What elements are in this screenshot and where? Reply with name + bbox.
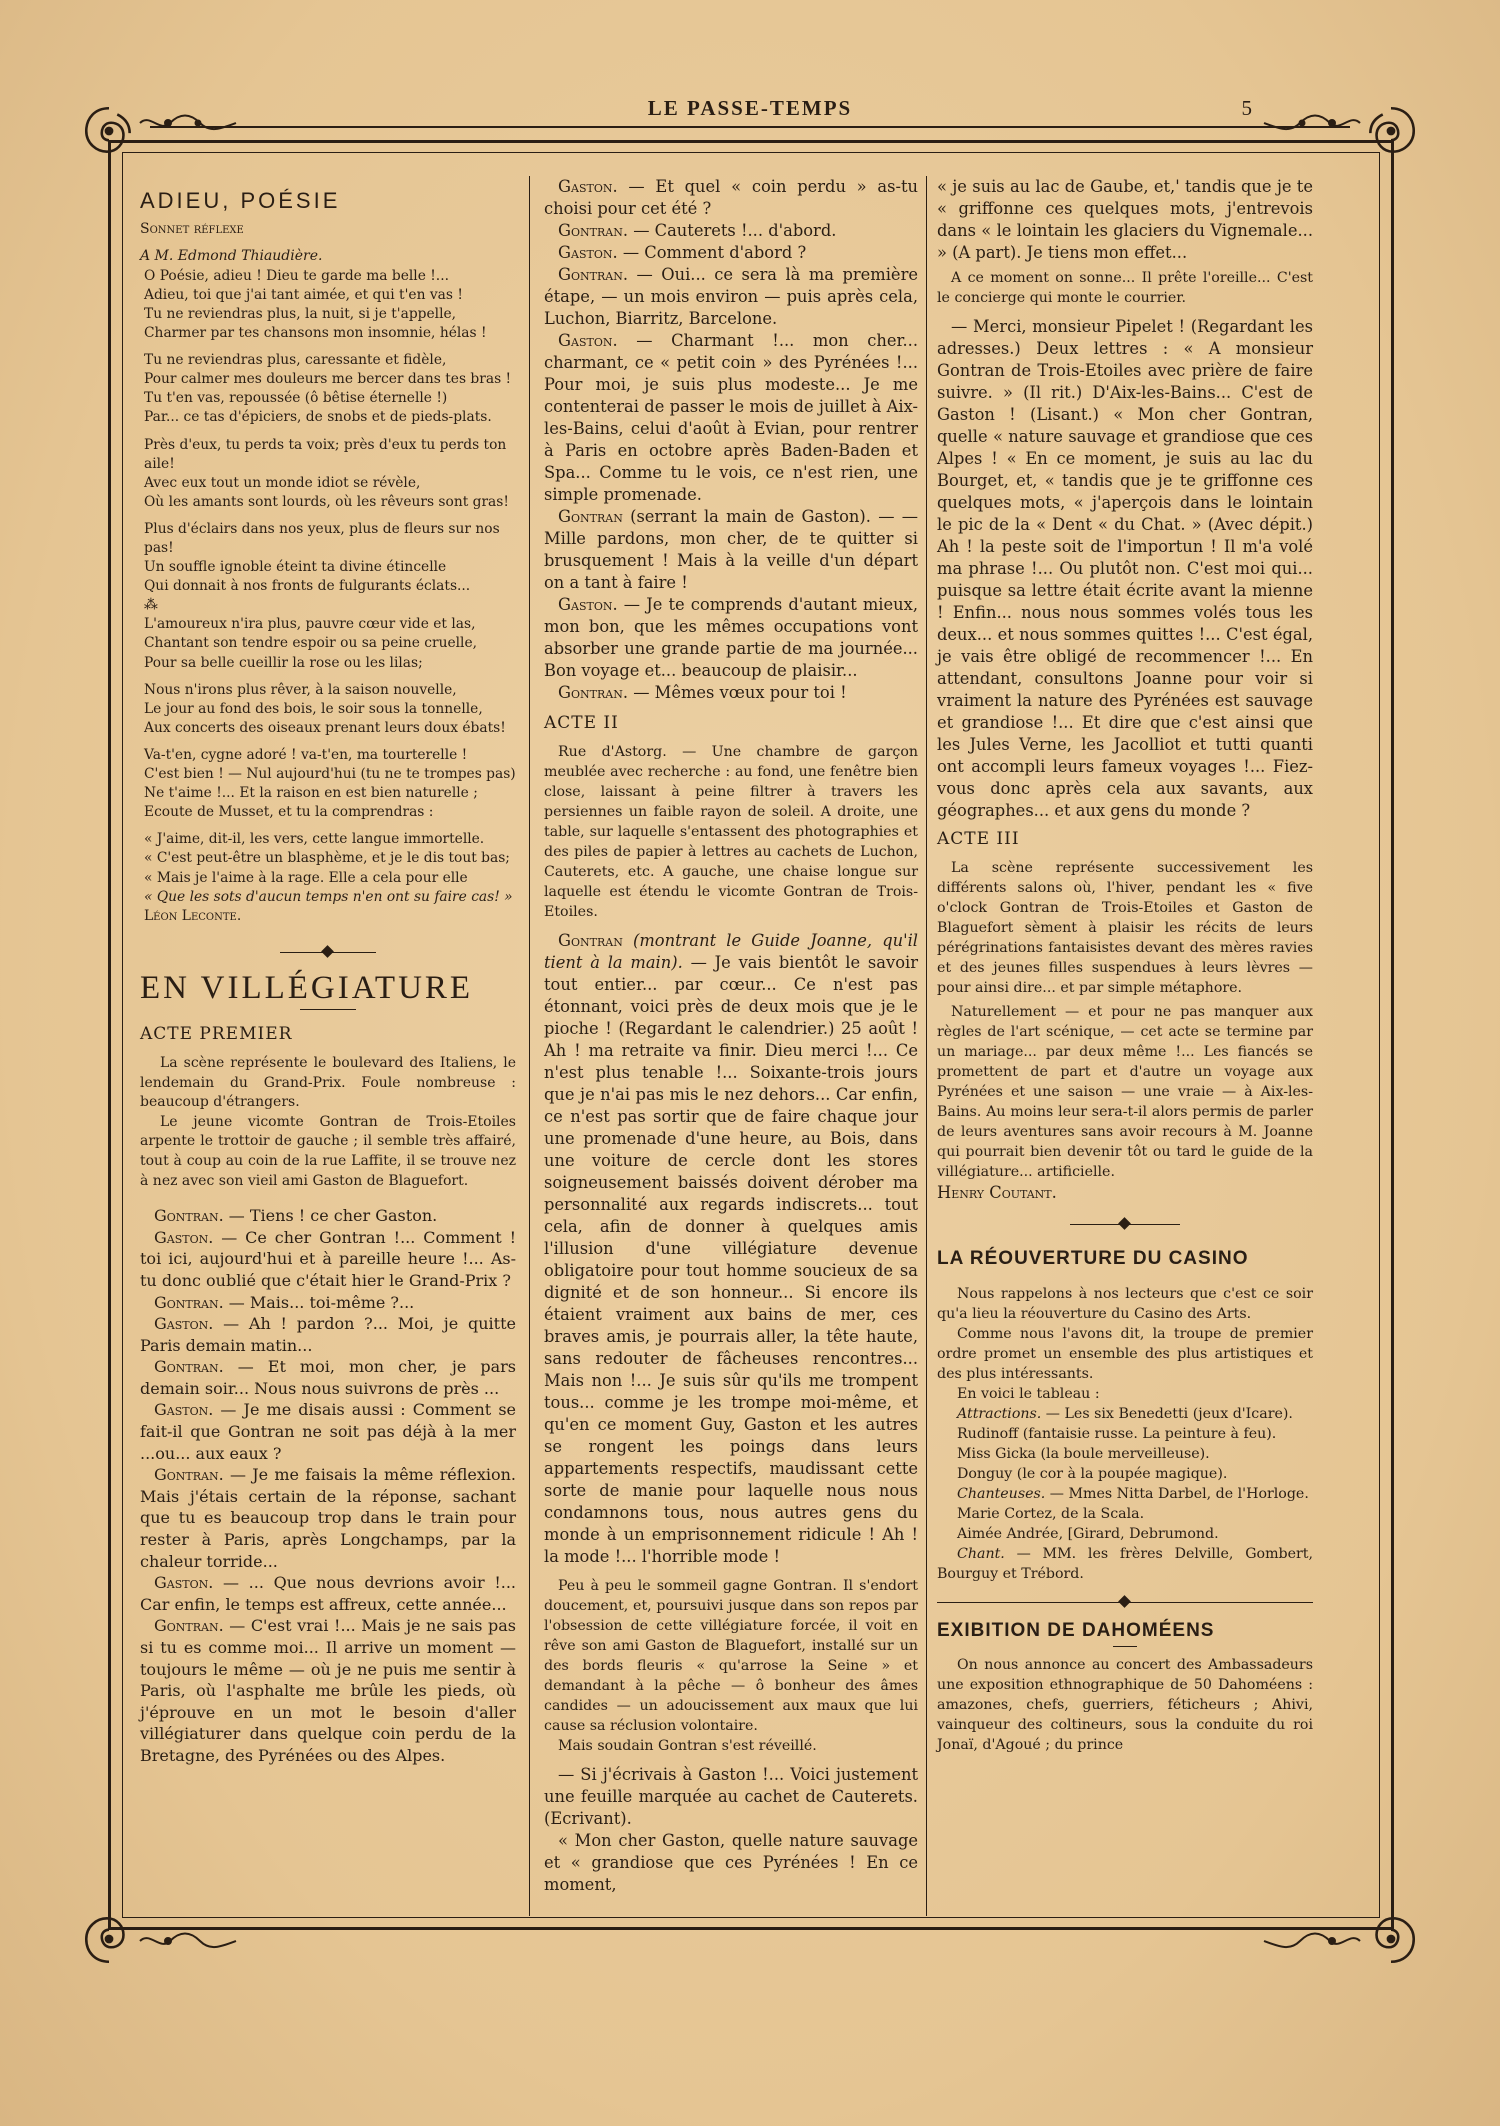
poem-line: Plus d'éclairs dans nos yeux, plus de fleurs sur nos pas! — [144, 520, 500, 556]
poem-line: L'amoureux n'ira plus, pauvre cœur vide et las, — [144, 616, 476, 633]
paragraph: On nous annonce au concert des Ambassadeurs une exposition ethnographique de 50 Dahoméens : amazones, chefs, guerriers, féticheurs ; Ahivi, vainqueur des coltineurs, sous la conduite du roi Jonaï, d'Agoué ; du prince — [937, 1657, 1313, 1753]
poem-line: Le jour au fond des bois, le soir sous la tonnelle, — [144, 700, 483, 717]
speaker-name: Gaston. — [154, 1227, 214, 1247]
dialogue-line — [544, 242, 918, 264]
program-text: — Les six Benedetti (jeux d'Icare). — [1041, 1406, 1293, 1422]
stage-direction: Peu à peu le sommeil gagne Gontran. Il s'endort doucement, et, poursuivi jusque dans son repos par l'obsession de cette villégiature forcée, il voit en rêve son ami Gaston de Blaguefort, installé sur un des bords fleuris « qu'arrose la Seine » et demandant à la pêche — ô bonheur des âmes candides — un adoucissement aux maux que lui cause sa réclusion volontaire. — [544, 1578, 918, 1734]
speech-text: — Merci, monsieur Pipelet ! (Regardant les adresses.) Deux lettres : « A monsieur Gontran de Trois-Etoiles avec prière de faire suivre. » (Il rit.) D'Aix-les-Bains... C'est de Gaston ! (Lisant.) « Mon cher Gontran, quelle « nature sauvage et grandiose que ces Alpes ! « En ce moment, je suis au lac du Bourget, et, « tandis que je te griffonne ces quelques mots, « j'aperçois dans le lointain le pic de la « Dent « du Chat. » (Avec dépit.) Ah ! la peste soit de l'importun ! Il m'a volé ma phrase !... Ou plutôt non. C'est moi qui... puisque sa lettre était écrite avant la mienne ! Enfin... nous nous sommes volés tous les deux... et nous sommes quittes !... C'est égal, je vais être obligé de recommencer !... En attendant, consultons Joanne pour voir si vraiment la nature des Pyrénées est sauvage et grandiose !... Et dire que c'est ainsi que les Jules Verne, les Jacolliot et tutti quanti ont accompli leurs fameux voyages !... Fiez-vous donc après cela aux savants, aux géographes... et aux gens du monde ? — [937, 317, 1313, 820]
poem-line: Tu ne reviendras plus, caressante et fidèle, — [144, 352, 447, 369]
speaker-name: Gontran. — [558, 683, 629, 702]
speech-text: — Mais... toi-même ?... — [223, 1292, 415, 1312]
poem-body — [140, 267, 516, 926]
paragraph: En voici le tableau : — [957, 1386, 1100, 1402]
stage-direction: La scène représente le boulevard des Italiens, le lendemain du Grand-Prix. Foule nombreuse : beaucoup d'étrangers. — [140, 1054, 516, 1111]
speech-text: — Charmant !... mon cher... charmant, ce « petit coin » des Pyrénées !... Pour moi, je suis plus modeste... Je me contenterai de passer le mois de juillet à Aix-les-Bains, celui d'août à Evian, pour rentrer à Paris en octobre après Baden-Baden et Spa... Comme tu le vois, ce n'est rien, une simple promenade. — [544, 331, 918, 504]
title-rule — [300, 1009, 356, 1010]
journal-title: LE PASSE-TEMPS — [647, 96, 853, 120]
poem-stanza — [144, 520, 516, 596]
speaker-name: Gaston. — [154, 1400, 214, 1420]
poem-line: Pour sa belle cueillir la rose ou les lilas; — [144, 654, 423, 671]
speech-text: (serrant la main de Gaston). — — Mille pardons, mon cher, de te quitter si brusquement ! Mais à la veille d'un départ on a tant à faire ! — [544, 507, 918, 592]
dialogue-line — [544, 176, 918, 220]
dialogue-block — [544, 176, 918, 704]
poem-subtitle: Sonnet réflexe — [140, 220, 244, 237]
poem-stanza — [144, 436, 516, 512]
stage-direction: A ce moment on sonne... Il prête l'oreille... C'est le concierge qui monte le courrier. — [937, 270, 1313, 306]
speaker-name: Gontran. — [154, 1465, 224, 1485]
speech-text: — Je me disais aussi : Comment se fait-il que Gontran ne soit pas déjà à la mer ...ou... aux eaux ? — [140, 1400, 516, 1463]
section-separator — [280, 946, 376, 960]
speech-text: — Tiens ! ce cher Gaston. — [223, 1206, 438, 1226]
speech-text: — Ah ! pardon ?... Moi, je quitte Paris demain matin... — [140, 1314, 516, 1355]
poem-line: Pour calmer mes douleurs me bercer dans tes bras ! — [144, 371, 512, 388]
program-label: Attractions. — [957, 1406, 1042, 1422]
stage-direction: Mais soudain Gontran s'est réveillé. — [558, 1738, 817, 1754]
program-item: Aimée Andrée, [Girard, Debrumond. — [957, 1526, 1219, 1542]
dialogue-block — [140, 1205, 516, 1766]
poem-line: Un souffle ignoble éteint ta divine étincelle — [144, 559, 447, 576]
poem-line: Adieu, toi que j'ai tant aimée, et qui t'en vas ! — [144, 286, 463, 303]
dialogue-line — [544, 264, 918, 330]
title-rule — [1113, 1646, 1137, 1647]
program-item: Marie Cortez, de la Scala. — [957, 1506, 1145, 1522]
column-divider — [529, 176, 530, 1916]
dialogue-line — [544, 330, 918, 506]
dialogue-line — [544, 220, 918, 242]
poem-line: Où les amants sont lourds, où les rêveurs sont gras! — [144, 493, 509, 510]
poem-stanza — [144, 830, 516, 906]
program-item: Miss Gicka (la boule merveilleuse). — [957, 1446, 1210, 1462]
poem-line: Ecoute de Musset, et tu la comprendras : — [144, 804, 434, 821]
poem-stanza — [144, 267, 516, 343]
section-title: LA RÉOUVERTURE DU CASINO — [937, 1248, 1249, 1269]
poem-line: O Poésie, adieu ! Dieu te garde ma belle !... — [144, 267, 449, 284]
speech-text: — Si j'écrivais à Gaston !... Voici justement une feuille marquée au cachet de Cauterets. (Ecrivant). — [544, 1765, 918, 1828]
poem-line: Ne t'aime !... Et la raison en est bien naturelle ; — [144, 785, 478, 802]
speaker-name: Gontran. — [154, 1616, 224, 1636]
speech-text: — ... Que nous devrions avoir !... Car enfin, le temps est affreux, cette année... — [140, 1573, 516, 1614]
program-text: — MM. les frères Delville, Gombert, Bourguy et Trébord. — [937, 1546, 1313, 1582]
dialogue-line — [544, 682, 918, 704]
speech-text: — Et quel « coin perdu » as-tu choisi pour cet été ? — [544, 177, 918, 218]
paragraph: Comme nous l'avons dit, la troupe de premier ordre promet un ensemble des plus artistiques et des plus intéressants. — [937, 1326, 1313, 1382]
speaker-name: Gaston. — [558, 595, 618, 614]
speech-text: — Et moi, mon cher, je pars demain soir... Nous nous suivrons de près ... — [140, 1357, 516, 1398]
dialogue-line — [140, 1227, 516, 1292]
article-signature: Henry Coutant. — [937, 1183, 1057, 1202]
program-item — [937, 1544, 1313, 1584]
poem-line: Avec eux tout un monde idiot se révèle, — [144, 474, 421, 491]
speech-text: — Mêmes vœux pour toi ! — [628, 683, 847, 702]
poem-line: Nous n'irons plus rêver, à la saison nouvelle, — [144, 681, 457, 698]
dialogue-line — [544, 506, 918, 594]
page-number: 5 — [1241, 96, 1252, 120]
dialogue-line — [140, 1205, 516, 1227]
act-heading: ACTE PREMIER — [140, 1024, 293, 1045]
program-label: Chant. — [957, 1546, 1005, 1562]
program-text: — Mmes Nitta Darbel, de l'Horloge. — [1045, 1486, 1309, 1502]
letter-text: « Mon cher Gaston, quelle nature sauvage et « grandiose que ces Pyrénées ! En ce moment, — [544, 1831, 918, 1894]
speaker-name: Gaston. — [154, 1314, 214, 1334]
column-1 — [140, 176, 516, 1767]
poem-line: Près d'eux, tu perds ta voix; près d'eux tu perds ton aile! — [144, 436, 507, 472]
stage-direction: Rue d'Astorg. — Une chambre de garçon meublée avec recherche : au fond, une fenêtre bien close, laissant à peine filtrer à travers les persiennes un faible rayon de soleil. A droite, une table, sur laquelle s'entassent des photographies et des piles de papier à lettres au cachets de Luchon, Cauterets, etc. A gauche, une chaise longue sur laquelle est étendu le vicomte Gontran de Trois-Etoiles. — [544, 744, 918, 920]
speaker-name: Gontran — [558, 931, 623, 950]
asterism: ⁂ — [144, 597, 158, 614]
dialogue-line — [140, 1572, 516, 1615]
speech-text: — C'est vrai !... Mais je ne sais pas si tu es comme moi... Il arrive un moment — toujours le même — où je ne puis me sentir à Paris, où l'asphalte me brûle les pieds, où j'éprouve en un mot le besoin d'aller villégiaturer dans quelque coin perdu de la Bretagne, des Pyrénées ou des Alpes. — [140, 1616, 516, 1765]
paragraph: Nous rappelons à nos lecteurs que c'est ce soir qu'a lieu la réouverture du Casino des Arts. — [937, 1286, 1313, 1322]
letter-text: « je suis au lac de Gaube, et,' tandis que je te « griffonne ces quelques mots, j'entrevois dans « le lointain les glaciers du Vignemale... » (A part). Je tiens mon effet... — [937, 177, 1313, 262]
speaker-name: Gaston. — [558, 177, 618, 196]
column-3 — [937, 176, 1313, 1755]
poem-line: C'est bien ! — Nul aujourd'hui (tu ne te trompes pas) — [144, 766, 516, 783]
poem-stanza — [144, 746, 516, 822]
section-separator — [1070, 1218, 1180, 1232]
program-item — [937, 1484, 1313, 1504]
speech-text: — Comment d'abord ? — [617, 243, 807, 262]
speaker-name: Gaston. — [558, 331, 618, 350]
poem-title: ADIEU, POÉSIE — [140, 188, 341, 213]
footer-flourish-icon — [138, 1930, 238, 1952]
speaker-name: Gontran. — [154, 1292, 224, 1312]
speech-text: — Ce cher Gontran !... Comment ! toi ici, aujourd'hui et à pareille heure !... As-tu donc oublié que c'était hier le Grand-Prix ? — [140, 1227, 516, 1290]
speaker-name: Gontran. — [558, 221, 629, 240]
dialogue-line — [140, 1313, 516, 1356]
section-separator — [937, 1596, 1313, 1610]
speaker-name: Gontran. — [558, 265, 629, 284]
dialogue-line — [140, 1464, 516, 1572]
monologue — [544, 930, 918, 1568]
poem-line: Va-t'en, cygne adoré ! va-t'en, ma tourterelle ! — [144, 746, 468, 763]
poem-line: Tu ne reviendras plus, la nuit, si je t'appelle, — [144, 305, 457, 322]
speaker-name: Gontran — [558, 507, 623, 526]
poem-stanza — [144, 351, 516, 427]
header-rule — [150, 126, 1350, 128]
dialogue-line — [140, 1399, 516, 1464]
section-title: EXIBITION DE DAHOMÉENS — [937, 1620, 1215, 1641]
header-flourish-icon — [1262, 112, 1362, 134]
poem-line: « J'aime, dit-il, les vers, cette langue immortelle. — [144, 831, 485, 848]
stage-direction: La scène représente successivement les différents salons où, l'hiver, pendant les « five o'clock Gontran de Trois-Etoiles et Gaston de Blaguefort sèment à plaisir les récits de leurs pérégrinations fantaisistes devant des mères ravies et des jeunes filles suspendues à leurs lèvres — pour ainsi dire... et par simple métaphore. — [937, 860, 1313, 996]
poem-signature: Léon Leconte. — [144, 907, 242, 924]
poem-line: « Que les sots d'aucun temps n'en ont su faire cas! » — [144, 888, 513, 905]
poem-line: « Mais je l'aime à la rage. Elle a cela pour elle — [144, 869, 468, 886]
speech-text: — Cauterets !... d'abord. — [628, 221, 837, 240]
speaker-name: Gontran. — [154, 1357, 224, 1377]
program-item: Donguy (le cor à la poupée magique). — [957, 1466, 1228, 1482]
speech-text: — Oui... ce sera là ma première étape, — un mois environ — puis après cela, Luchon, Biarritz, Barcelone. — [544, 265, 918, 328]
speaker-name: Gaston. — [154, 1573, 214, 1593]
poem-line: Chantant son tendre espoir ou sa peine cruelle, — [144, 635, 478, 652]
act-heading: ACTE III — [937, 829, 1020, 849]
dialogue-line — [544, 594, 918, 682]
speaker-name: Gontran. — [154, 1206, 224, 1226]
program-item: Rudinoff (fantaisie russe. La peinture à feu). — [957, 1426, 1277, 1442]
poem-line: Aux concerts des oiseaux prenant leurs doux ébats! — [144, 719, 506, 736]
speech-text: — Je vais bientôt le savoir tout entier... par cœur... Ce n'est pas étonnant, voici près de deux mois que je le pioche ! (Regardant le calendrier.) 25 août ! Ah ! ma retraite va finir. Dieu merci !... Ce n'est plus tenable !... Soixante-trois jours que je n'ai pas mis le nez dehors... Car enfin, ce n'est pas sortir que de faire chaque jour une promenade d'une heure, au Bois, dans une voiture de cercle dont les stores soigneusement baissés doivent dérober ma personnalité aux regards indiscrets... tout cela, afin de donner à quelques amis l'illusion d'une villégiature devenue obligatoire pour tout homme soucieux de sa dignité et de son honneur... Si encore ils étaient vraiment aux bains de mer, ces braves amis, je pourrais aller, la tête haute, sans redouter de fâcheuses rencontres... Mais non !... Je suis sûr qu'ils me trompent tous... comme je les trompe moi-même, et qu'en ce moment Guy, Gaston et les autres se rongent les poings dans leurs appartements respectifs, maudissant cette sorte de manie pour laquelle nous nous condamnons tous, nous autres gens du monde à un emprisonnement ridicule ! Ah ! la mode !... l'horrible mode ! — [544, 953, 918, 1566]
dialogue-line — [140, 1356, 516, 1399]
poem-line: Par... ce tas d'épiciers, de snobs et de pieds-plats. — [144, 409, 492, 426]
speech-text: — Je te comprends d'autant mieux, mon bon, que les mêmes occupations vont absorber une grande partie de ma journée... Bon voyage et... beaucoup de plaisir... — [544, 595, 918, 680]
speaker-name: Gaston. — [558, 243, 618, 262]
poem-line: Charmer par tes chansons mon insomnie, hélas ! — [144, 325, 487, 342]
poem-line: Tu t'en vas, repoussée (ô bêtise éternelle !) — [144, 390, 448, 407]
footer-flourish-icon — [1262, 1930, 1362, 1952]
poem-line: « C'est peut-être un blasphème, et je le dis tout bas; — [144, 850, 510, 867]
dialogue-line — [140, 1615, 516, 1766]
stage-direction: Naturellement — et pour ne pas manquer aux règles de l'art scénique, — cet acte se termine par un mariage... par deux même !... Les fiancés se promettent de part et d'autre un voyage aux Pyrénées et une saison — une vraie — à Aix-les-Bains. Au moins leur sera-t-il alors permis de parler de leurs aventures sans avoir recours à M. Joanne qui pourrait bien devenir tôt ou tard le guide de la villégiature... artificielle. — [937, 1004, 1313, 1180]
program-item — [937, 1404, 1313, 1424]
speech-text: — Je me faisais la même réflexion. Mais j'étais certain de la réponse, sachant que tu es beaucoup trop dans le train pour rester à Paris, après Longchamps, par la chaleur torride... — [140, 1465, 516, 1571]
poem-line: Qui donnait à nos fronts de fulgurants éclats... — [144, 578, 471, 595]
column-divider — [926, 176, 927, 1916]
dialogue-line — [140, 1292, 516, 1314]
poem-dedication: A M. Edmond Thiaudière. — [140, 248, 323, 265]
stage-aside: (montrant le Guide Joanne, qu'il tient à la main). — [544, 931, 918, 972]
header-flourish-icon — [138, 112, 238, 134]
program-label: Chanteuses. — [957, 1486, 1046, 1502]
poem-stanza — [144, 615, 516, 672]
section-title: EN VILLÉGIATURE — [140, 969, 474, 1006]
poem-stanza — [144, 681, 516, 738]
column-2 — [544, 176, 918, 1896]
act-heading: ACTE II — [544, 713, 619, 733]
stage-direction: Le jeune vicomte Gontran de Trois-Etoiles arpente le trottoir de gauche ; il semble très affairé, tout à coup au coin de la rue Laffite, il se trouve nez à nez avec son vieil ami Gaston de Blaguefort. — [140, 1113, 516, 1189]
